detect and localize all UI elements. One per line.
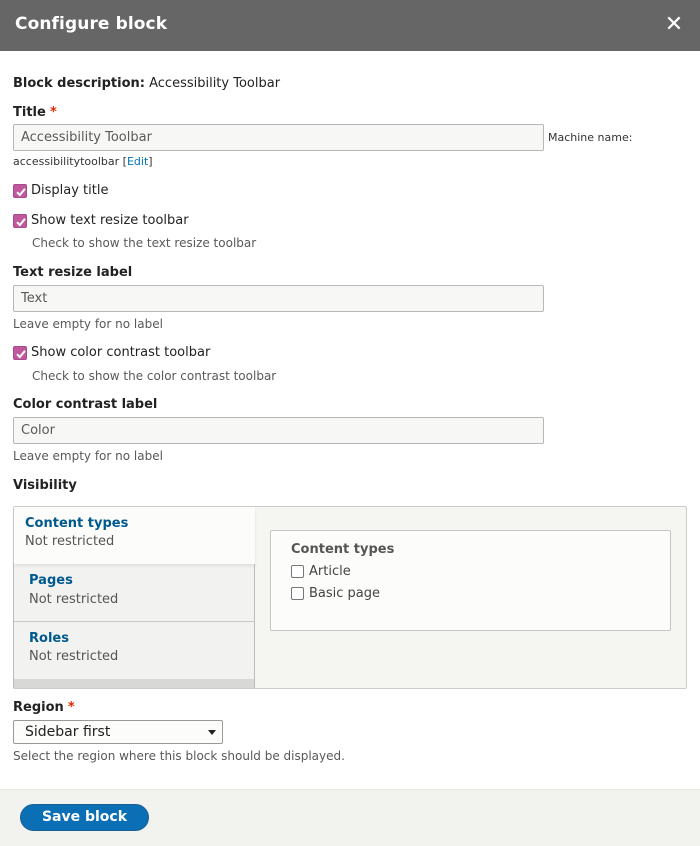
tab-divider <box>14 679 254 688</box>
block-description-label: Block description: <box>13 76 145 91</box>
color-contrast-toolbar-description: Check to show the color contrast toolbar <box>32 369 277 383</box>
machine-name-edit-link[interactable]: Edit <box>126 155 149 168</box>
title-field-label <box>13 105 57 120</box>
check-icon <box>15 348 27 360</box>
text-resize-label-description: Leave empty for no label <box>13 317 163 331</box>
color-contrast-label-input[interactable]: Color <box>13 417 544 444</box>
color-contrast-toolbar-checkbox[interactable] <box>13 346 27 360</box>
region-description: Select the region where this block should be displayed. <box>13 749 345 763</box>
check-icon <box>15 216 27 228</box>
basic-page-label: Basic page <box>309 586 381 601</box>
save-block-button[interactable]: Save block <box>20 804 149 831</box>
block-description <box>13 76 280 91</box>
required-marker: * <box>49 105 57 120</box>
block-description-value: Accessibility Toolbar <box>149 76 281 91</box>
color-contrast-label-heading: Color contrast label <box>13 397 158 412</box>
article-label: Article <box>309 564 351 579</box>
machine-name <box>13 155 153 168</box>
display-title-checkbox[interactable] <box>13 184 27 198</box>
region-select[interactable] <box>13 720 223 744</box>
check-icon <box>15 186 27 198</box>
basic-page-checkbox[interactable] <box>291 587 304 600</box>
vertical-tab-summary: Not restricted <box>29 649 119 664</box>
text-resize-toolbar-label: Show text resize toolbar <box>31 213 189 228</box>
region-label-text: Region <box>13 700 64 715</box>
article-checkbox[interactable] <box>291 565 304 578</box>
dialog-titlebar <box>0 0 700 51</box>
tab-divider <box>14 621 254 622</box>
text-resize-toolbar-description: Check to show the text resize toolbar <box>32 236 257 250</box>
edit-bracket-open: [ <box>122 155 127 168</box>
required-marker: * <box>67 700 75 715</box>
vertical-tab-pages[interactable]: Pages <box>29 573 73 588</box>
text-resize-label-input[interactable]: Text <box>13 285 544 312</box>
text-resize-toolbar-checkbox[interactable] <box>13 214 27 228</box>
title-input[interactable]: Accessibility Toolbar <box>13 124 544 151</box>
close-icon[interactable]: ✕ <box>664 12 684 37</box>
content-types-pane-title: Content types <box>291 542 395 557</box>
vertical-tab-summary: Not restricted <box>29 592 119 607</box>
title-label-text: Title <box>13 105 46 120</box>
region-label <box>13 700 75 715</box>
machine-name-value: accessibilitytoolbar <box>13 155 120 168</box>
display-title-label: Display title <box>31 183 109 198</box>
edit-bracket-close: ] <box>148 155 153 168</box>
vertical-tab-summary: Not restricted <box>25 534 115 549</box>
chevron-down-icon <box>208 730 216 735</box>
dialog-title: Configure block <box>15 14 168 34</box>
vertical-tab-title[interactable]: Content types <box>25 516 129 531</box>
region-selected-value: Sidebar first <box>25 724 111 740</box>
vertical-tab-roles[interactable]: Roles <box>29 631 69 646</box>
machine-name-label: Machine name: <box>548 131 633 144</box>
color-contrast-toolbar-label: Show color contrast toolbar <box>31 345 211 360</box>
text-resize-label-heading: Text resize label <box>13 265 133 280</box>
visibility-heading: Visibility <box>13 478 77 493</box>
color-contrast-label-description: Leave empty for no label <box>13 449 163 463</box>
